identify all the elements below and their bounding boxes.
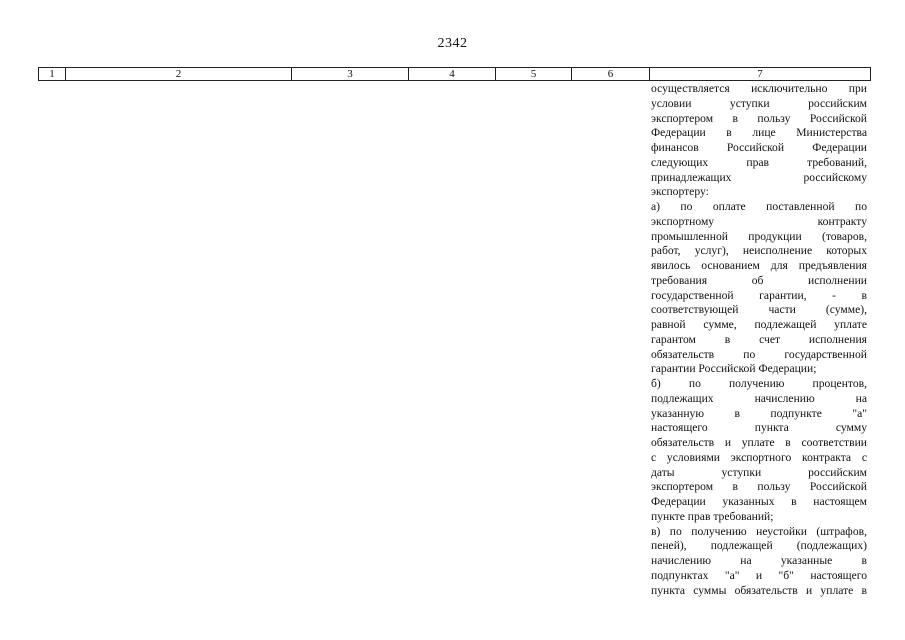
text-line: подпунктах "а" и "б" настоящего (651, 568, 867, 582)
text-line: даты уступки российским (651, 465, 867, 479)
text-line: явилось основанием для предъявления (651, 259, 867, 272)
text-line: работ, услуг), неисполнение которых (651, 244, 867, 258)
text-line: осуществляется исключительно при (651, 82, 867, 95)
header-cell-1: 1 (39, 68, 66, 80)
text-line: равной сумме, подлежащей уплате (651, 318, 867, 331)
text-line: в) по получению неустойки (штрафов, (651, 524, 867, 538)
text-line: пеней), подлежащей (подлежащих) (651, 539, 867, 553)
column-7-text (651, 82, 867, 598)
text-line: с условиями экспортного контракта с (651, 450, 867, 464)
text-line: гарантии Российской Федерации; (651, 362, 817, 376)
text-line: финансов Российской Федерации (651, 141, 867, 154)
text-line: экспортному контракту (651, 214, 867, 228)
header-cell-4: 4 (409, 68, 496, 80)
text-line: условии уступки российским (651, 96, 867, 110)
text-line: подлежащих начислению на (651, 391, 867, 405)
text-line: экспортером в пользу Российской (651, 111, 867, 125)
text-line: Федерации в лице Министерства (651, 126, 867, 140)
header-cell-2: 2 (66, 68, 292, 80)
text-line: обязательств и уплате в соответствии (651, 436, 867, 449)
text-line: пункте прав требований; (651, 509, 774, 523)
text-line: соответствующей части (сумме), (651, 303, 867, 317)
text-line: государственной гарантии, - в (651, 288, 867, 302)
header-cell-3: 3 (292, 68, 409, 80)
text-line: б) по получению процентов, (651, 377, 867, 390)
text-line: обязательств по государственной (651, 347, 867, 361)
page-number: 2342 (437, 36, 468, 51)
text-line: гарантом в счет исполнения (651, 332, 867, 346)
text-line: Федерации указанных в настоящем (651, 495, 867, 508)
table-header-row (38, 67, 871, 81)
header-cell-7: 7 (757, 68, 763, 80)
text-line: настоящего пункта сумму (651, 421, 867, 435)
header-cell-6: 6 (572, 68, 650, 80)
text-line: экспортером в пользу Российской (651, 480, 867, 494)
text-line: принадлежащих российскому (651, 170, 867, 184)
text-line: следующих прав требований, (651, 155, 867, 169)
text-line: а) по оплате поставленной по (651, 200, 867, 213)
text-line: требования об исполнении (651, 273, 867, 287)
text-line: пункта суммы обязательств и уплате в (651, 583, 867, 597)
text-line: начислению на указанные в (651, 554, 867, 567)
text-line: указанную в подпункте "а" (651, 406, 867, 420)
header-cell-5: 5 (496, 68, 572, 80)
text-line: экспортеру: (651, 185, 709, 199)
text-line: промышленной продукции (товаров, (651, 229, 867, 243)
